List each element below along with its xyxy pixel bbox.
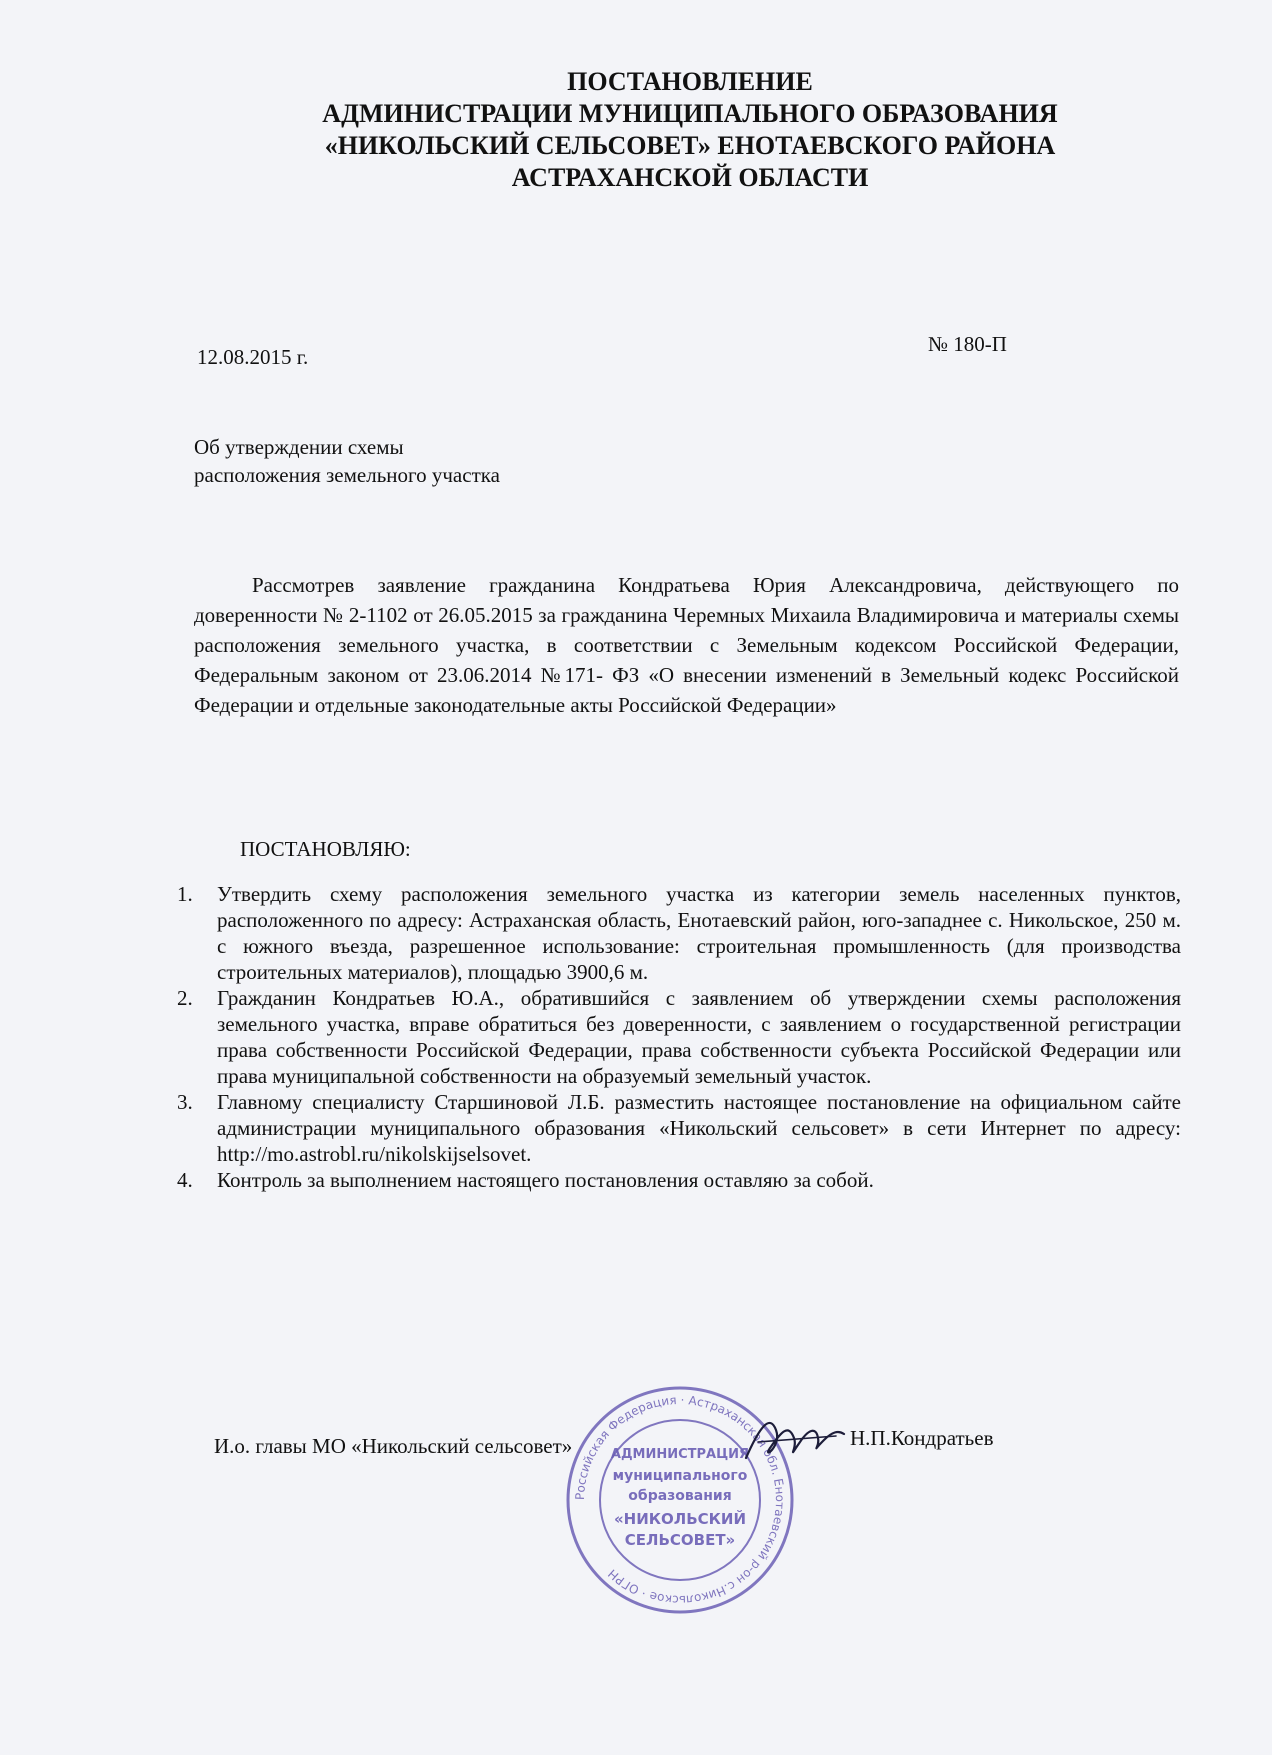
- document-date: 12.08.2015 г.: [197, 345, 309, 369]
- document-title: [0, 66, 1272, 194]
- decree-items: [173, 881, 1181, 1193]
- decree-item: [173, 1089, 1181, 1167]
- decree-word: ПОСТАНОВЛЯЮ:: [240, 837, 411, 861]
- item-number: 2.: [177, 986, 193, 1010]
- preamble-paragraph: Рассмотрев заявление гражданина Кондратьева Юрия Александровича, действующего по доверенности № 2-1102 от 26.05.2015 за гражданина Черемных Михаила Владимировича и материалы схемы расположения земельного участка, в соответствии с Земельным кодексом Российской Федерации, Федеральным законом от 23.06.2014 №171- ФЗ «О внесении изменений в Земельный кодекс Российской Федерации и отдельные законодательные акты Российской Федерации»: [194, 573, 1179, 717]
- document-subject: [194, 433, 500, 489]
- item-text: Главному специалисту Старшиновой Л.Б. разместить настоящее постановление на официальном сайте администрации муниципального образования «Никольский сельсовет» в сети Интернет по адресу: http://mo.astrobl.ru/nikolskijselsovet.: [217, 1090, 1181, 1166]
- subject-line-2: расположения земельного участка: [194, 463, 500, 487]
- decree-item: [173, 881, 1181, 985]
- svg-text:образования: образования: [628, 1488, 732, 1504]
- title-line-4: АСТРАХАНСКОЙ ОБЛАСТИ: [511, 163, 869, 192]
- item-number: 3.: [177, 1090, 193, 1114]
- svg-text:«НИКОЛЬСКИЙ: «НИКОЛЬСКИЙ: [613, 1510, 747, 1528]
- document-number: № 180-П: [928, 332, 1007, 356]
- decree-item: [173, 985, 1181, 1089]
- item-text: Контроль за выполнением настоящего постановления оставляю за собой.: [217, 1168, 874, 1192]
- signatory-name: Н.П.Кондратьев: [850, 1426, 994, 1450]
- title-line-3: «НИКОЛЬСКИЙ СЕЛЬСОВЕТ» ЕНОТАЕВСКОГО РАЙОНА: [324, 131, 1056, 160]
- item-number: 4.: [177, 1168, 193, 1192]
- title-line-2: АДМИНИСТРАЦИИ МУНИЦИПАЛЬНОГО ОБРАЗОВАНИЯ: [322, 99, 1058, 128]
- svg-text:муниципального: муниципального: [612, 1468, 748, 1484]
- subject-line-1: Об утверждении схемы: [194, 435, 404, 459]
- item-text: Гражданин Кондратьев Ю.А., обратившийся с заявлением об утверждении схемы расположения земельного участка, вправе обратиться без доверенности, с заявлением о государственной регистрации права собственности Российской Федерации, права собственности субъекта Российской Федерации или права муниципальной собственности на образуемый земельный участок.: [217, 986, 1181, 1088]
- svg-text:Российская Федерация · Астраха: Российская Федерация · Астраханская обл. Енотаевский р-он с.Никольское · ОГРН: [572, 1392, 788, 1608]
- handwritten-signature-icon: [740, 1408, 850, 1474]
- decree-item: [173, 1167, 1181, 1193]
- signatory-position: И.о. главы МО «Никольский сельсовет»: [214, 1434, 573, 1458]
- item-text: Утвердить схему расположения земельного участка из категории земель населенных пунктов, расположенного по адресу: Астраханская область, Енотаевский район, юго-западнее с. Никольское, 250 м. с южного въезда, разрешенное использование: строительная промышленность (для производства строительных материалов), площадью 3900,6 м.: [217, 882, 1181, 984]
- svg-text:СЕЛЬСОВЕТ»: СЕЛЬСОВЕТ»: [624, 1531, 736, 1549]
- title-line-1: ПОСТАНОВЛЕНИЕ: [567, 67, 813, 96]
- item-number: 1.: [177, 882, 193, 906]
- svg-text:АДМИНИСТРАЦИЯ: АДМИНИСТРАЦИЯ: [610, 1447, 750, 1462]
